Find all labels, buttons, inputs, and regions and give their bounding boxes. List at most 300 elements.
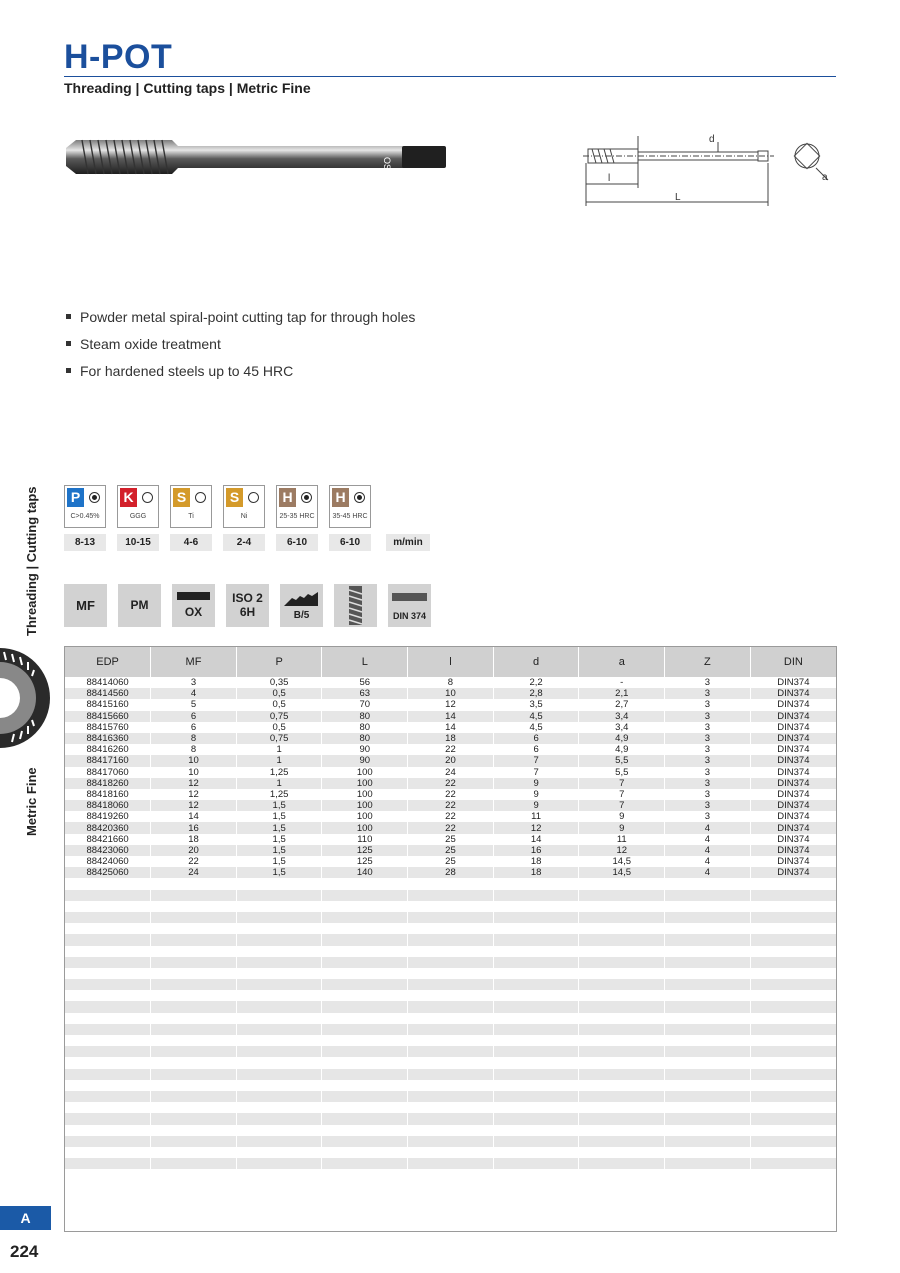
table-cell: 3,4 — [579, 722, 665, 733]
table-cell — [65, 1024, 151, 1035]
table-cell — [750, 1024, 836, 1035]
table-cell — [665, 1080, 751, 1091]
table-cell: 9 — [493, 778, 579, 789]
table-row-empty — [65, 1102, 836, 1113]
column-header: EDP — [65, 647, 151, 677]
table-cell — [750, 1057, 836, 1068]
table-cell — [408, 1158, 494, 1169]
table-cell — [408, 979, 494, 990]
table-cell: 22 — [408, 822, 494, 833]
material-letter: K — [120, 488, 137, 507]
table-cell — [750, 878, 836, 889]
column-header: MF — [151, 647, 237, 677]
table-cell — [151, 1057, 237, 1068]
table-cell: 6 — [151, 711, 237, 722]
list-item: For hardened steels up to 45 HRC — [66, 362, 415, 389]
table-cell — [236, 1001, 322, 1012]
table-cell — [665, 890, 751, 901]
table-cell: 1,5 — [236, 800, 322, 811]
table-cell — [65, 934, 151, 945]
table-cell: 88415660 — [65, 711, 151, 722]
table-cell — [665, 1125, 751, 1136]
table-cell — [408, 1024, 494, 1035]
material-h-25-35 — [276, 485, 318, 551]
table-cell — [750, 1158, 836, 1169]
table-cell — [665, 934, 751, 945]
table-cell: DIN374 — [750, 767, 836, 778]
table-cell — [236, 1113, 322, 1124]
table-cell — [750, 890, 836, 901]
filled-circle-icon — [354, 492, 365, 503]
table-cell — [579, 1080, 665, 1091]
table-cell — [151, 1113, 237, 1124]
table-cell — [493, 957, 579, 968]
material-letter: H — [279, 488, 296, 507]
table-cell — [322, 923, 408, 934]
list-item: Powder metal spiral-point cutting tap for through holes — [66, 308, 415, 335]
table-cell: 24 — [408, 767, 494, 778]
table-cell: 22 — [408, 800, 494, 811]
table-cell — [493, 1024, 579, 1035]
table-cell: 28 — [408, 867, 494, 878]
table-cell: 0,5 — [236, 688, 322, 699]
table-cell — [65, 1046, 151, 1057]
table-cell: 9 — [579, 811, 665, 822]
table-cell — [408, 1057, 494, 1068]
table-row-empty — [65, 1001, 836, 1012]
table-cell: 12 — [408, 699, 494, 710]
table-cell: DIN374 — [750, 688, 836, 699]
table-cell — [151, 1001, 237, 1012]
bullet-icon — [66, 341, 71, 346]
table-cell — [151, 1080, 237, 1091]
table-cell — [65, 1057, 151, 1068]
table-cell — [665, 1147, 751, 1158]
table-cell — [750, 1136, 836, 1147]
table-cell — [151, 1091, 237, 1102]
table-cell — [151, 968, 237, 979]
table-cell — [493, 1080, 579, 1091]
table-cell: 18 — [493, 867, 579, 878]
table-cell — [65, 1158, 151, 1169]
table-cell: 25 — [408, 856, 494, 867]
table-cell: 20 — [151, 845, 237, 856]
table-row — [65, 688, 836, 699]
table-cell: 4 — [665, 856, 751, 867]
table-cell — [579, 1113, 665, 1124]
cutting-speed: 8-13 — [64, 534, 106, 551]
table-cell — [322, 1057, 408, 1068]
table-cell: 88423060 — [65, 845, 151, 856]
table-cell — [322, 1125, 408, 1136]
table-cell: DIN374 — [750, 778, 836, 789]
table-cell — [65, 923, 151, 934]
table-cell: 25 — [408, 845, 494, 856]
table-cell — [322, 890, 408, 901]
list-item: Steam oxide treatment — [66, 335, 415, 362]
table-cell: 14 — [151, 811, 237, 822]
table-row-empty — [65, 878, 836, 889]
table-cell: 16 — [493, 845, 579, 856]
table-cell: 88420360 — [65, 822, 151, 833]
table-row — [65, 767, 836, 778]
table-row-empty — [65, 1169, 836, 1180]
table-cell: 90 — [322, 755, 408, 766]
table-cell — [665, 1169, 751, 1180]
table-cell: 9 — [493, 789, 579, 800]
table-cell: 88416360 — [65, 733, 151, 744]
table-cell — [151, 979, 237, 990]
table-cell — [493, 1147, 579, 1158]
table-cell — [151, 878, 237, 889]
table-cell: 4 — [665, 845, 751, 856]
table-cell — [408, 1001, 494, 1012]
table-cell: 6 — [151, 722, 237, 733]
table-cell: 100 — [322, 789, 408, 800]
table-cell — [665, 1001, 751, 1012]
table-cell — [665, 990, 751, 1001]
table-cell — [665, 1136, 751, 1147]
bullet-icon — [66, 314, 71, 319]
table-row-empty — [65, 1035, 836, 1046]
table-cell: 1,25 — [236, 789, 322, 800]
table-cell — [408, 1046, 494, 1057]
table-cell: 4,5 — [493, 711, 579, 722]
table-cell — [665, 1046, 751, 1057]
table-cell: 8 — [151, 733, 237, 744]
table-header-row — [65, 647, 836, 677]
table-cell — [750, 968, 836, 979]
table-cell: 22 — [408, 789, 494, 800]
table-cell: 88415760 — [65, 722, 151, 733]
table-cell: 70 — [322, 699, 408, 710]
column-header: P — [236, 647, 322, 677]
table-cell: 3 — [665, 778, 751, 789]
table-cell: - — [579, 677, 665, 688]
material-h-35-45 — [329, 485, 371, 551]
table-cell: 4,5 — [493, 722, 579, 733]
table-cell — [236, 946, 322, 957]
table-cell — [750, 1091, 836, 1102]
table-cell — [579, 1169, 665, 1180]
table-cell — [322, 1080, 408, 1091]
table-cell — [65, 979, 151, 990]
table-cell — [151, 1013, 237, 1024]
table-cell: 12 — [493, 822, 579, 833]
table-row-empty — [65, 979, 836, 990]
table-cell: 0,75 — [236, 733, 322, 744]
table-row-empty — [65, 1136, 836, 1147]
table-cell — [579, 957, 665, 968]
table-cell: 1 — [236, 778, 322, 789]
table-cell — [750, 1035, 836, 1046]
table-row — [65, 778, 836, 789]
table-cell — [236, 1080, 322, 1091]
table-cell — [236, 968, 322, 979]
table-cell — [408, 934, 494, 945]
table-cell — [493, 923, 579, 934]
table-cell — [750, 1102, 836, 1113]
table-cell — [493, 1013, 579, 1024]
table-cell — [665, 878, 751, 889]
table-cell: 3 — [665, 767, 751, 778]
empty-circle-icon — [248, 492, 259, 503]
table-row — [65, 711, 836, 722]
table-cell: 11 — [493, 811, 579, 822]
material-letter: P — [67, 488, 84, 507]
material-sub: GGG — [129, 513, 147, 520]
table-cell: 90 — [322, 744, 408, 755]
table-cell — [665, 1024, 751, 1035]
material-s-ni — [223, 485, 265, 551]
table-cell: 22 — [408, 778, 494, 789]
table-cell: 5,5 — [579, 767, 665, 778]
table-cell — [665, 1158, 751, 1169]
table-cell: 12 — [151, 778, 237, 789]
table-cell — [493, 1125, 579, 1136]
table-cell: 88418160 — [65, 789, 151, 800]
table-cell — [151, 1136, 237, 1147]
table-cell — [408, 1113, 494, 1124]
table-row-empty — [65, 968, 836, 979]
table-cell — [579, 1125, 665, 1136]
mf-icon: MF — [64, 584, 107, 627]
table-cell: 7 — [579, 778, 665, 789]
label-l: l — [608, 173, 611, 184]
table-cell — [65, 1001, 151, 1012]
table-cell: 1,5 — [236, 867, 322, 878]
table-cell: 20 — [408, 755, 494, 766]
table-cell: 5,5 — [579, 755, 665, 766]
table-cell: DIN374 — [750, 789, 836, 800]
table-cell: 4 — [151, 688, 237, 699]
page-title: H-POT — [64, 38, 173, 76]
column-header: Z — [665, 647, 751, 677]
table-cell — [65, 1035, 151, 1046]
table-cell: 9 — [579, 822, 665, 833]
table-cell — [665, 1057, 751, 1068]
table-cell — [236, 1024, 322, 1035]
table-cell — [322, 979, 408, 990]
table-cell — [750, 1001, 836, 1012]
table-cell — [750, 946, 836, 957]
feature-list — [66, 308, 415, 389]
product-table — [64, 646, 837, 1232]
table-cell — [493, 1035, 579, 1046]
side-label-thread: Metric Fine — [24, 767, 39, 836]
table-cell — [65, 1080, 151, 1091]
table-cell — [493, 1001, 579, 1012]
table-cell: 88418060 — [65, 800, 151, 811]
table-cell: 1,5 — [236, 845, 322, 856]
table-cell — [65, 1091, 151, 1102]
table-cell: 10 — [151, 755, 237, 766]
table-cell — [151, 957, 237, 968]
table-cell: 22 — [151, 856, 237, 867]
table-cell: 56 — [322, 677, 408, 688]
din-standard-icon: DIN 374 — [388, 584, 431, 627]
table-cell: 0,5 — [236, 699, 322, 710]
table-cell: DIN374 — [750, 733, 836, 744]
table-cell: DIN374 — [750, 744, 836, 755]
table-cell: 1 — [236, 744, 322, 755]
table-cell: 88425060 — [65, 867, 151, 878]
table-cell: 2,8 — [493, 688, 579, 699]
table-cell — [493, 979, 579, 990]
table-cell: DIN374 — [750, 856, 836, 867]
cutting-speed: 4-6 — [170, 534, 212, 551]
table-cell — [65, 1169, 151, 1180]
table-cell — [151, 923, 237, 934]
table-cell — [750, 979, 836, 990]
table-cell: 4 — [665, 834, 751, 845]
empty-circle-icon — [195, 492, 206, 503]
table-cell — [493, 968, 579, 979]
table-cell — [322, 901, 408, 912]
table-cell — [493, 1136, 579, 1147]
table-cell: 88424060 — [65, 856, 151, 867]
table-cell — [408, 1125, 494, 1136]
table-cell: 3,4 — [579, 711, 665, 722]
table-cell: 88417160 — [65, 755, 151, 766]
table-cell — [665, 912, 751, 923]
table-cell — [65, 1102, 151, 1113]
table-cell: 88415160 — [65, 699, 151, 710]
table-cell — [151, 1147, 237, 1158]
table-cell — [579, 1024, 665, 1035]
table-cell — [65, 901, 151, 912]
table-cell — [236, 890, 322, 901]
table-cell — [322, 1169, 408, 1180]
table-cell — [750, 1125, 836, 1136]
table-cell: DIN374 — [750, 845, 836, 856]
table-cell — [322, 1013, 408, 1024]
table-cell: 10 — [151, 767, 237, 778]
table-cell: 140 — [322, 867, 408, 878]
table-cell: 88414060 — [65, 677, 151, 688]
table-cell: 3 — [665, 755, 751, 766]
table-cell: 14 — [408, 711, 494, 722]
table-cell — [665, 1113, 751, 1124]
table-cell: DIN374 — [750, 867, 836, 878]
table-cell: 100 — [322, 811, 408, 822]
table-cell: 100 — [322, 767, 408, 778]
table-cell — [236, 1013, 322, 1024]
table-cell — [579, 1001, 665, 1012]
table-row-empty — [65, 912, 836, 923]
table-cell — [408, 890, 494, 901]
table-row — [65, 856, 836, 867]
table-cell — [665, 1102, 751, 1113]
table-cell — [408, 1080, 494, 1091]
table-cell — [151, 1024, 237, 1035]
iso-tolerance-icon: ISO 2 6H — [226, 584, 269, 627]
table-cell — [322, 1136, 408, 1147]
table-row-empty — [65, 957, 836, 968]
table-cell: 24 — [151, 867, 237, 878]
table-cell — [65, 968, 151, 979]
table-cell — [493, 1091, 579, 1102]
table-cell: 63 — [322, 688, 408, 699]
table-cell — [65, 946, 151, 957]
table-cell — [579, 979, 665, 990]
table-cell: 88416260 — [65, 744, 151, 755]
table-cell: 4,9 — [579, 733, 665, 744]
table-cell: DIN374 — [750, 699, 836, 710]
table-cell — [665, 1035, 751, 1046]
table-cell — [408, 901, 494, 912]
table-cell — [493, 878, 579, 889]
table-cell — [493, 901, 579, 912]
bullet-icon — [66, 368, 71, 373]
table-row-empty — [65, 990, 836, 1001]
table-cell — [236, 912, 322, 923]
table-row-empty — [65, 1147, 836, 1158]
table-row — [65, 845, 836, 856]
material-letter: S — [173, 488, 190, 507]
chamfer-icon: B/5 — [280, 584, 323, 627]
material-s-ti — [170, 485, 212, 551]
table-cell — [65, 1125, 151, 1136]
table-cell: 125 — [322, 845, 408, 856]
table-cell: DIN374 — [750, 811, 836, 822]
table-cell — [408, 957, 494, 968]
table-cell — [579, 1147, 665, 1158]
table-cell — [151, 901, 237, 912]
table-cell — [65, 1069, 151, 1080]
label-L: L — [675, 192, 681, 203]
table-row-empty — [65, 923, 836, 934]
table-cell — [408, 1136, 494, 1147]
table-cell — [579, 1046, 665, 1057]
table-cell: 88418260 — [65, 778, 151, 789]
table-cell — [579, 923, 665, 934]
material-sub: Ni — [240, 513, 248, 520]
table-cell — [322, 1158, 408, 1169]
table-cell — [236, 1069, 322, 1080]
table-cell — [236, 957, 322, 968]
table-cell: 2,1 — [579, 688, 665, 699]
table-cell — [665, 923, 751, 934]
table-cell — [750, 990, 836, 1001]
table-cell — [151, 1069, 237, 1080]
table-cell — [322, 990, 408, 1001]
material-sub: Ti — [188, 513, 194, 520]
table-cell: DIN374 — [750, 822, 836, 833]
table-row — [65, 755, 836, 766]
table-cell — [750, 912, 836, 923]
table-row-empty — [65, 1113, 836, 1124]
table-cell — [322, 878, 408, 889]
table-cell — [236, 1091, 322, 1102]
table-cell: 0,75 — [236, 711, 322, 722]
table-row — [65, 733, 836, 744]
table-cell — [322, 1102, 408, 1113]
cutting-speed: 6-10 — [276, 534, 318, 551]
table-row — [65, 699, 836, 710]
feature-icons — [64, 584, 431, 627]
table-row-empty — [65, 1057, 836, 1068]
table-cell: DIN374 — [750, 755, 836, 766]
table-cell: 4,9 — [579, 744, 665, 755]
table-cell — [665, 979, 751, 990]
table-cell: 80 — [322, 733, 408, 744]
table-cell — [151, 1125, 237, 1136]
table-cell — [750, 1069, 836, 1080]
table-row — [65, 811, 836, 822]
table-cell — [493, 890, 579, 901]
table-cell — [151, 946, 237, 957]
